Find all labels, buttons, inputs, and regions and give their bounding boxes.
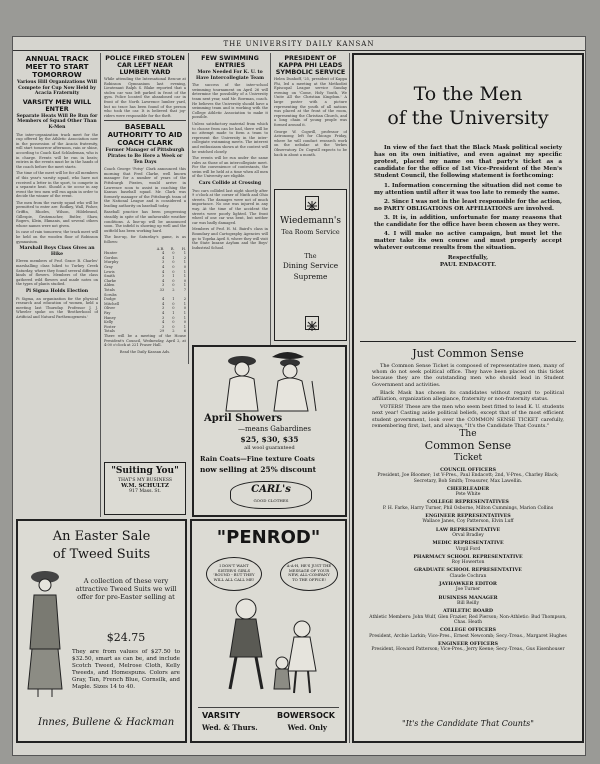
headline: ANNUAL TRACK MEET TO START TOMORROW xyxy=(25,54,89,79)
ad-title-1: To the Men xyxy=(413,83,523,105)
wiedemann-ad xyxy=(274,189,347,341)
box-score-cell: 0 xyxy=(183,265,186,269)
carls-sub: GOOD CLOTHES xyxy=(253,498,289,503)
divider xyxy=(104,120,186,121)
ticket-section-head: ENGINEER OFFICERS xyxy=(438,640,498,647)
column-rule xyxy=(100,53,101,517)
box-score-cell: Totals xyxy=(104,329,115,334)
box-score-cell: 4 xyxy=(161,265,165,269)
ticket-section-head: MEDIC REPRESENTATIVE xyxy=(432,540,504,547)
easter-title-1: An Easter Sale xyxy=(52,529,151,544)
column-3 xyxy=(192,53,268,343)
statement-item-2: 2. Since I was not in the least responsible for the action, no PARTY OBLIGATIONS OR AFFILIATIONS are involved. xyxy=(374,199,562,212)
box-score-cell: Mitchell xyxy=(104,301,120,306)
article-text: Unless satisfactory material from which to choose from can be had, there will be no attempt made to form a team to represent the University in the inter-collegiate swimming meets. The interest and enthusiasm shown at the contest will be watched closely. xyxy=(192,121,268,154)
carls-logo xyxy=(230,481,312,509)
box-score-cell: Dodge xyxy=(104,297,116,302)
april-showers-ad xyxy=(192,345,347,517)
ticket-section-names: Joe Turner xyxy=(455,587,481,593)
suiting-title: "Suiting You" xyxy=(111,466,179,476)
box-score-cell: 1 xyxy=(172,274,175,279)
divider xyxy=(360,341,576,342)
statement-item-1: 1. Information concerning the situation did not come to my attention until after it was too late to remedy the same. xyxy=(374,183,562,196)
divider xyxy=(198,707,339,708)
column-1 xyxy=(16,53,98,515)
ticket-section-head: COLLEGE OFFICERS xyxy=(440,627,496,634)
box-score-cell: 1 xyxy=(183,301,186,306)
box-score-cell: 0 xyxy=(172,265,175,269)
easter-text-2: They are from values of $27.50 to $32.50, smart as can be, and include Scotch Tweed, Melrose Cloth, Kelly Tweeds, and Homespuns. Colors are Gray, Tan, French Blue, Cornsilk, and Maple. Sizes 14 to 40. xyxy=(72,649,180,690)
ticket-title-3: Ticket xyxy=(453,453,483,463)
box-score-cell: Lewis xyxy=(104,269,115,274)
box-score-cell: 3 xyxy=(161,324,165,329)
ticket-section-names: President, Howard Patterson; Vice-Pres., Jerry Keene; Secy.-Treas., Gus Eisenhouser xyxy=(371,647,565,653)
wiedemann-supreme: Supreme xyxy=(293,272,328,281)
ticket-section-head: CHEERLEADER xyxy=(446,485,490,492)
subhead: Cars Collide at Crossing xyxy=(198,181,262,187)
subhead: Separate Heats Will Be Run for Members of Squad Other Than K-Men xyxy=(16,113,98,130)
box-score-cell: 0 xyxy=(172,320,175,325)
ticket-sections xyxy=(368,465,568,652)
article-text: Coach George 'Potsy' Clark announced this morning that Fred Clarke, well known manager for a number of years of the Pittsburgh Pirates, would arrive in Lawrence soon to assist in coaching the Kansas baseball squad. Mr. Clark was formerly manager of the Pittsburgh team of the National League and is considered a leading authority on baseball today. xyxy=(104,167,186,208)
ornament-icon xyxy=(305,196,319,210)
theater-bowersock: BOWERSOCK xyxy=(277,711,335,720)
penrod-cartoon-illustration xyxy=(212,593,330,699)
headline: VARSITY MEN WILL ENTER xyxy=(22,97,92,113)
article-text: The time of the meet will be for all members of this year's varsity squad, who have not received a letter in the sport, to compete in a separate heat. Should a tie occur in any event the two men will run again in order to decide the winner of the event. xyxy=(16,171,98,199)
box-score-cell: 2 xyxy=(172,287,175,292)
box-score-cell: Foster xyxy=(104,324,116,329)
suiting-address: 917 Mass. St. xyxy=(129,489,161,494)
box-score-cell: 4 xyxy=(161,251,165,256)
suiting-sub: THAT'S MY BUSINESS xyxy=(117,478,173,483)
easter-sale-ad xyxy=(16,519,187,743)
april-prices: $25, $30, $35 xyxy=(240,435,299,444)
ticket-section-head: BUSINESS MANAGER xyxy=(438,594,498,601)
box-score-cell: Smith xyxy=(104,274,115,279)
box-score-cell: 0 xyxy=(172,260,175,265)
box-score-cell: 0 xyxy=(172,283,175,288)
speech-bubble-2: A-A-H, HE'S JUST THE MESSAGE OF YOUR NEW, ALL-COMPANY TO THE OFFICE! xyxy=(280,557,338,591)
box-score-cell: 0 xyxy=(172,278,175,283)
box-score-cell: 29 xyxy=(159,329,165,334)
box-score-cell: 3 xyxy=(161,260,165,265)
article-text: The success of the inter-school swimming tournament on April 26 will determine the possibility of a University team next year, said Mr. Bowman, coach. He believes the University should have a swimming team and is working with the College Athletic Association to make it possible. xyxy=(192,83,268,120)
box-score-body xyxy=(104,251,186,334)
box-score-cell: 0 xyxy=(183,278,186,283)
common-sense-text-3: VOTERS! These are the men who seem best fitted to lead K. U. students next year! Casting aside political beliefs, except that of the most efficient student government, look over the COMMON SENSE TICKET carefully, remembering first, last, and always, "It's the Candidate That Counts." xyxy=(372,404,564,429)
box-score-cell: 3 xyxy=(161,274,165,279)
box-score-cell: 1 xyxy=(183,251,186,256)
ticket-section-head: JAYHAWKER EDITOR xyxy=(439,581,497,588)
ticket-section-names: President, Joe Bloomer; 1st V-Pres., Paul Endacott; 2nd, V-Pres., Charley Black; Secretary, Bob Smith; Treasurer, Max Lawellin. xyxy=(377,473,559,484)
box-score-cell: 3 xyxy=(161,315,165,320)
easter-signature: Innes, Bullene & Hackman xyxy=(38,717,175,728)
easter-text-1: A collection of these very attractive Tweed Suits we will offer for pre-Easter selling at xyxy=(75,577,177,602)
april-sub: —means Gabardines xyxy=(238,425,312,433)
ticket-section-head: COUNCIL OFFICERS xyxy=(440,467,496,473)
ticket-section-names: Athletic Members: John Wulf, Glen Frazier, Red Pierson; Non-Athletic: Bud Thompson, Chas. Heath xyxy=(369,614,567,625)
newspaper-page xyxy=(12,36,586,756)
ticket-section-names: Pete White xyxy=(455,492,481,498)
ticket-section-head: ATHLETIC BOARD xyxy=(442,608,494,615)
box-score-cell: 1 xyxy=(183,260,186,265)
common-sense-text-2: Black Mask has chosen its candidates without regard to political affiliation, organization allegiance, fraternity or non-fraternity status. xyxy=(372,389,564,403)
column-4 xyxy=(274,53,347,183)
box-score-cell: 4 xyxy=(161,269,165,274)
suiting-name: W.M. SCHULTZ xyxy=(121,483,169,489)
ad-title-2: of the University xyxy=(387,107,549,129)
headline: POLICE FIRED STOLEN CAR LEFT NEAR LUMBER YARD xyxy=(105,54,185,76)
box-score-header-cell: H. xyxy=(181,246,186,251)
penrod-title: "PENROD" xyxy=(216,527,321,548)
article-text: Baseball practice has been progressing steadily in spite of the unfavorable weather conditions. A line-up will be announced soon. The infield is showing up well and the outfield has been working hard. xyxy=(104,210,186,233)
box-score-cell: 0 xyxy=(183,320,186,325)
ticket-section-head: GRADUATE SCHOOL REPRESENTATIVE xyxy=(414,567,522,574)
article-text: Two cars collided last night shortly after 9 o'clock at the corner of Ninth and Ohio streets. The damages were not of much importance. No one was injured in any way. At the time of the accident the streets were poorly lighted. The front wheel of one car was bent, but neither car was badly damaged. xyxy=(192,188,268,225)
column-rule xyxy=(270,53,271,364)
ticket-section-names: Claude Cochran xyxy=(449,573,487,579)
box-score-cell: 3 xyxy=(161,283,165,288)
box-score-cell: 4 xyxy=(161,278,165,283)
box-score-cell: 1 xyxy=(183,274,186,279)
box-score-cell: 0 xyxy=(172,315,175,320)
ticket-section-head: COLLEGE REPRESENTATIVES xyxy=(427,499,509,506)
article-text: In case of rain tomorrow, the track meet will be held on the wooden floor of Robinson gymnasium. xyxy=(16,230,98,244)
masthead-title: THE UNIVERSITY DAILY KANSAN xyxy=(223,40,375,48)
subhead: Marshall Boys Class Gives an Hike xyxy=(19,246,95,257)
box-score-cell: Totals xyxy=(104,287,115,292)
box-score-cell: Haney xyxy=(104,315,116,320)
ticket-title-1: The xyxy=(459,429,477,439)
box-score-cell: 1 xyxy=(172,297,175,302)
masthead xyxy=(13,39,585,51)
ticket-section-names: Virgil Ford xyxy=(455,546,481,552)
ticket-section-names: Bill Reilly xyxy=(457,601,479,607)
speech-bubble-1: I DON'T WANT SISTER'S GIRLS 'ROUND - BUT THEY WILL ALL CALL ME! xyxy=(206,557,262,591)
box-score-cell: Hunter xyxy=(104,251,118,256)
article-text: The men from the varsity squad who will be permitted to enter are: Rodkey, Wall, Fisher, Griffin, Rhodes, Wilson, Hildebrand, Gillespie, Grutzmacher, Butler, Shaw, Rogers, Klein, Ekmanis, and several others whose names were not given. xyxy=(16,200,98,228)
box-score-cell: 4 xyxy=(161,301,165,306)
box-score-cell: 4 xyxy=(161,297,165,302)
box-score-cell: 33 xyxy=(159,287,165,292)
box-score-cell: 1 xyxy=(183,324,186,329)
article-text: Helen Dunhoff, '25, president of Kappa Phi, led a meeting at the Methodist Episcopal League service Sunday evening on 'Come, Holy Youth, We Unite All the Christian Kingdom.' A large poster with a picture representing the youth of all nations was placed at the front of the room, representing the Christian Church, and a long chain of young people was formed around it. xyxy=(274,77,347,127)
ornament-icon xyxy=(305,316,319,330)
box-score-cell: 0 xyxy=(183,306,186,311)
box-score-cell: 7 xyxy=(183,287,186,292)
article-text: Eleven members of Prof. Grace B. Charles' marshalling class hiked to Turkey Creek Saturday, where they found several different kinds of flowers. Members of the class gathered wild flowers and made notes on the types of plants studied. xyxy=(16,259,98,287)
box-score-cell: 1 xyxy=(183,269,186,274)
box-score-cell: 4 xyxy=(161,255,165,260)
box-score-cell: Clarke xyxy=(104,278,117,283)
suiting-ad xyxy=(104,462,186,515)
ticket-title-2: Common Sense xyxy=(424,439,512,452)
statement-item-4: 4. I will make no active campaign, but must let the matter take its own course and must properly accept whatever outcome results from the situation. xyxy=(374,231,562,251)
box-score-cell: Gray xyxy=(104,265,113,269)
box-score-cell: Kelly xyxy=(104,320,114,325)
box-score-cell: 0 xyxy=(172,301,175,306)
statement-regards: Respectfully, xyxy=(447,255,489,261)
article-text: While attending the International Rescue at Robinson Gymnasium last evening, Lieutenant Ralph S. Blake reported that a stolen car was left parked in front of the gym. Police located the abandoned car in front of the North Lawrence lumber yard, but no trace has been found of the person who took the car. It is believed that joy-riders were responsible for the theft. xyxy=(104,77,186,118)
box-score-header-cell: R. xyxy=(170,246,175,251)
box-score-cell: 1 xyxy=(183,310,186,315)
wiedemann-service: Tea Room Service xyxy=(281,228,340,236)
box-score-cell: 1 xyxy=(172,255,175,260)
article-text: Read the Daily Kansan Ads. xyxy=(119,349,171,354)
article-text: The events will be run under the same rules as those of an intercollegiate meet. For the convenience of contestants, the swim will be held at a time when all men of the University are eligible. xyxy=(192,156,268,179)
political-ad xyxy=(352,53,584,743)
column-rule xyxy=(188,53,189,364)
carls-name: CARL's xyxy=(251,484,291,495)
headline: PRESIDENT OF KAPPA PHI LEADS SYMBOLIC SERVICE xyxy=(275,54,346,76)
article-text: The inter-organization track meet for the cup offered by the Athletic Association now in the possession of the Acacia fraternity, will start tomorrow afternoon, rain or shine, according to Coach Karl Schlademan, who is in charge. Events will be run in heats; entries in the events must be in the hands of the coach before the meet starts. xyxy=(16,132,98,169)
ticket-section-names: Orval Bradley xyxy=(452,533,484,539)
april-discount: now selling at 25% discount xyxy=(200,465,317,474)
bowersock-dates: Wed. Only xyxy=(287,723,327,732)
ad-slogan: "It's the Candidate That Counts" xyxy=(402,719,534,728)
ticket-section-names: P. H. Farke, Harry Turner, Phil Osborne, Milton Cummings, Marion Collins xyxy=(382,505,554,511)
statement-item-3: 3. It is, in addition, unfortunate for many reasons that the candidate for the office have been chosen as they were. xyxy=(374,215,562,228)
april-title: April Showers xyxy=(204,413,283,424)
box-score-cell: 1 xyxy=(183,283,186,288)
wiedemann-dining: Dining Service xyxy=(282,261,339,270)
box-score-cell: 0 xyxy=(172,251,175,256)
ticket-section-names: Wallace Janes, Coy Patterson, Elvin Luff xyxy=(422,519,514,525)
box-score-cell: Gordon xyxy=(104,255,118,260)
box-score-cell: 4 xyxy=(161,310,165,315)
common-sense-heading: Just Common Sense xyxy=(412,347,524,360)
box-score-cell: 2 xyxy=(183,255,186,260)
box-score-cell: 4 xyxy=(161,320,165,325)
box-score-cell: Alden xyxy=(104,283,115,288)
box-score-cell: 0 xyxy=(172,324,175,329)
easter-title-2: of Tweed Suits xyxy=(52,547,151,562)
subhead: Various Hill Organizations Will Compete for Cup Now Held by Acacia Fraternity xyxy=(16,80,98,97)
subhead: Former Manager of Pittsburgh Pirates to Be Here a Week or Ten Days xyxy=(105,148,185,165)
april-guarantee: all wool guaranteed xyxy=(244,445,295,451)
box-score-cell: Oliver xyxy=(104,306,116,311)
box-score-cell: 1 xyxy=(183,315,186,320)
box-score-cell: 0 xyxy=(172,306,175,311)
ticket-section-head: PHARMACY SCHOOL REPRESENTATIVE xyxy=(413,553,523,560)
easter-price: $24.75 xyxy=(106,631,146,644)
box-score-cell: 3 xyxy=(161,306,165,311)
subhead: More Needed For K. U. to Have Intercollegiate Team xyxy=(196,70,264,81)
box-score-cell: 1 xyxy=(172,310,175,315)
box-score-cell: 2 xyxy=(183,297,186,302)
gentlemen-illustration xyxy=(212,351,330,413)
article-text: Members of Prof. H. M. Baird's class in Boundary and Cartography Agencies will go to Topeka April 8, where they will visit the State Insane Asylum and the Boys' Industrial School. xyxy=(192,227,268,250)
april-coats: Rain Coats—Fine texture Coats xyxy=(200,455,315,463)
box-score-cell: Murphy xyxy=(104,260,119,265)
ticket-section-head: LAW REPRESENTATIVE xyxy=(435,526,501,533)
article-text: The line-up, for Saturday's game, is as follows: xyxy=(104,235,186,245)
box-score-cell: 6 xyxy=(183,329,186,334)
statement-signer: PAUL ENDACOTT. xyxy=(439,262,497,268)
article-text: Pi Sigma, an organization for the physical research and education of women, held a meeting last Thursday. Professor J. J. Wheeler spoke on the 'Brotherhood of Artificial and Natural Parthenogenesis.' xyxy=(16,296,98,319)
box-score-cell: Fay xyxy=(104,310,111,315)
penrod-ad xyxy=(190,519,347,743)
article-text: There will be a meeting of the House President's Council, Wednesday, April 2, at 4:00 o'clock at 221 Fraser Hall. xyxy=(104,333,186,348)
column-2 xyxy=(104,53,186,458)
ticket-section-names: Roy Howerton xyxy=(451,560,485,566)
theater-varsity: VARSITY xyxy=(202,711,240,720)
box-score-header-cell: A.B. xyxy=(156,246,165,251)
wiedemann-name: Wiedemann's xyxy=(280,216,341,226)
wiedemann-the: The xyxy=(304,252,317,260)
headline: FEW SWIMMING ENTRIES xyxy=(201,54,259,69)
article-text: George W. Cogwill, professor of Astronomy, left for Chicago Friday, where he will conduct research work on the nebulae at the Yerkes Observatory. Dr. Cogwill expects to be back in about a month. xyxy=(274,129,347,157)
subhead: Pi Sigma Holds Election xyxy=(25,288,89,294)
woman-in-suit-illustration xyxy=(24,569,66,699)
box-score-cell: 2 xyxy=(172,329,175,334)
ticket-section-head: ENGINEER REPRESENTATIVES xyxy=(425,513,511,520)
headline: BASEBALL AUTHORITY TO AID COACH CLARK xyxy=(107,123,183,148)
column-rule xyxy=(349,53,350,743)
box-score-table xyxy=(104,247,186,334)
common-sense-text-1: The Common Sense Ticket is composed of representative men, many of whom do not seek political office. They have been placed on this ticket because they are the outstanding men who should lead in Student Government and activities. xyxy=(372,363,564,388)
box-score-cell: 0 xyxy=(172,269,175,274)
ticket-section-names: President, Archie Larkin; Vice-Pres., Ernest Newcomb; Secy.-Treas., Margaret Hughes xyxy=(369,633,567,639)
box-score-cell: Scrubs xyxy=(104,292,117,297)
statement-intro: In view of the fact that the Black Mask political society has on its own initiative, and even against my specific protest, placed my name on that party's ticket as a candidate for the office of 1st Vice-President of the Men's Student Council, the following statement is forthcoming: xyxy=(374,145,562,179)
varsity-dates: Wed. & Thurs. xyxy=(202,723,258,732)
